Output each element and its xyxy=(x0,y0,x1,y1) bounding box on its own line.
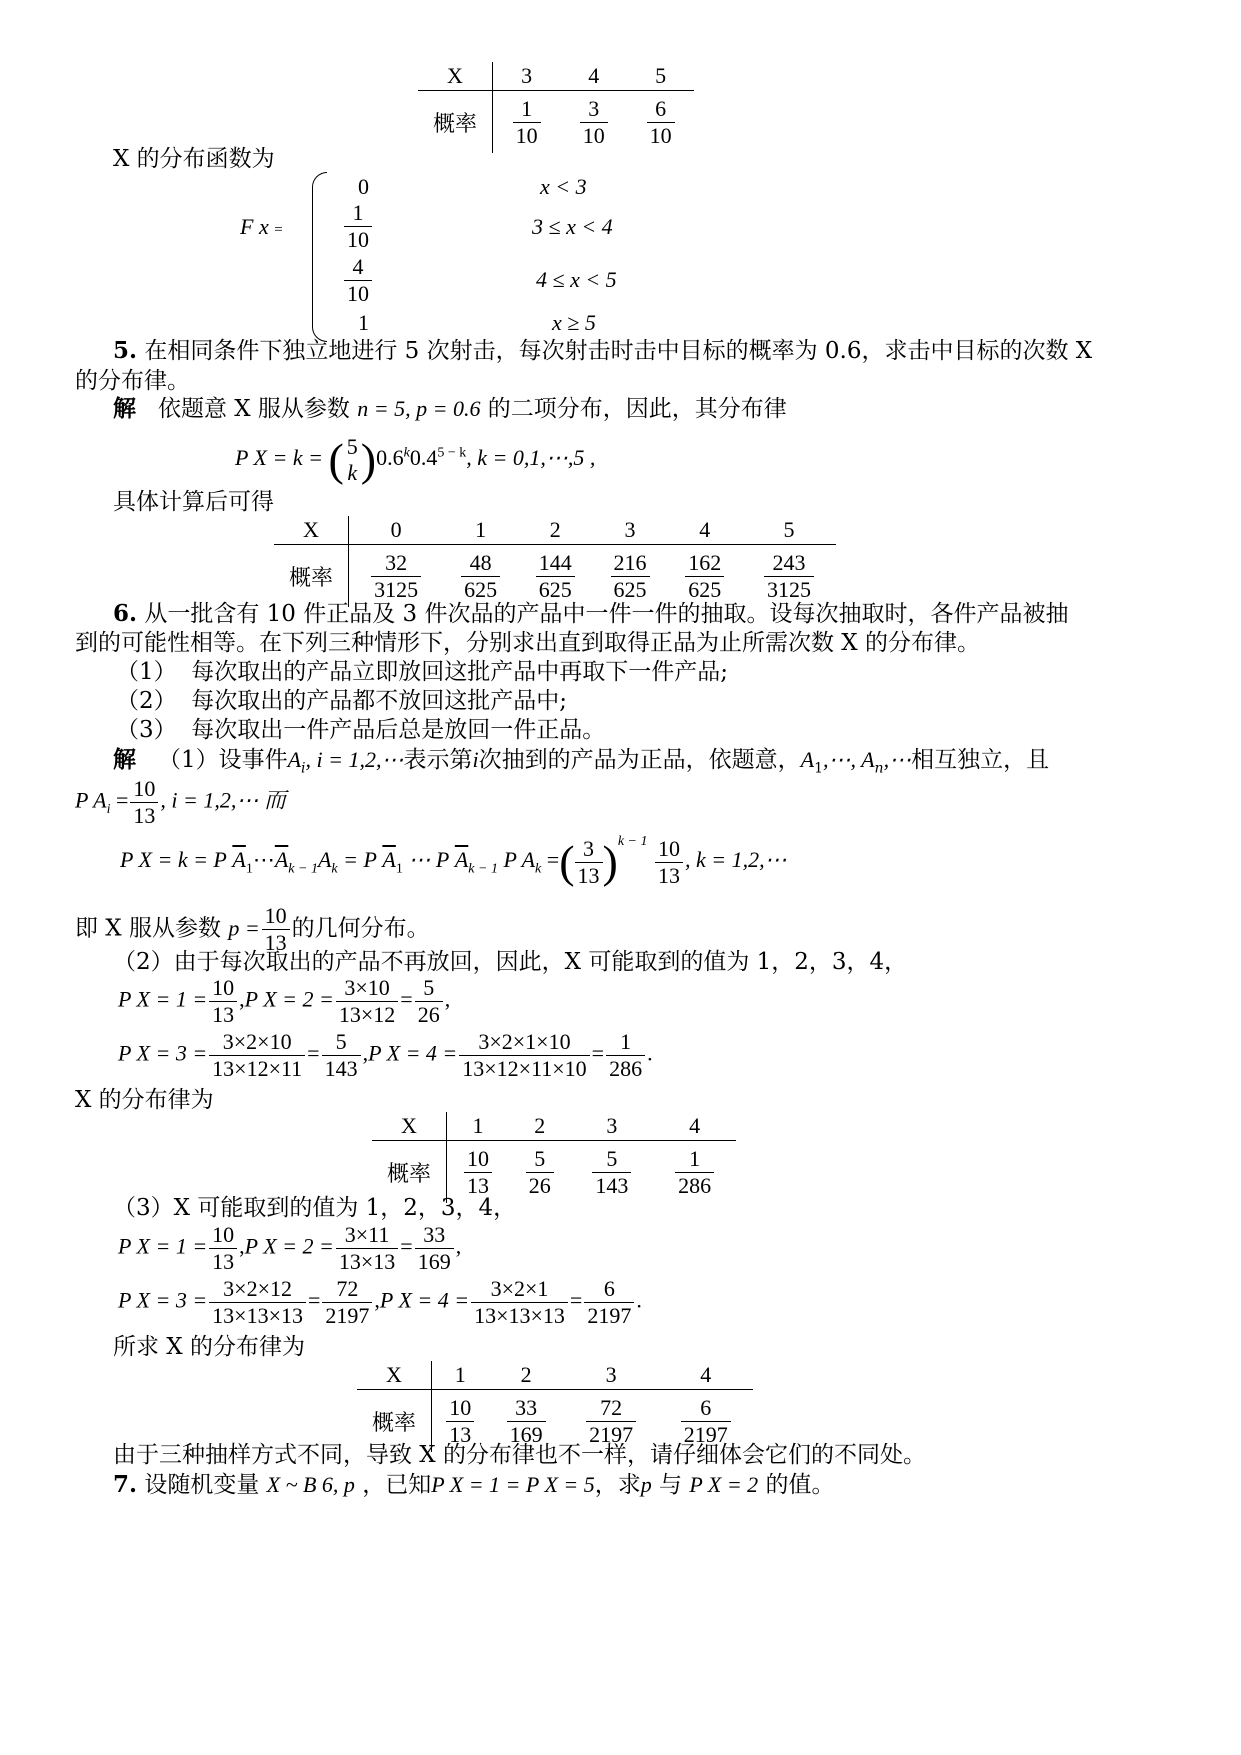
table-cell: X xyxy=(418,62,493,91)
table-header-row xyxy=(274,516,836,545)
table-cell: 1 xyxy=(443,516,518,545)
formula-s2-line2: P X = 3 = $\frac{3\times 2\times 10}{13\times 12\times 11}$ = $\frac{5}{143}$ ,P X = 4 = $\frac{3\times 2\times 1\times 10}{13\times 12\times 11\times 10}$ = $\frac{1}{286}$ . xyxy=(118,1029,653,1081)
table-cell: 4 xyxy=(653,1112,736,1141)
formula-geometric: P X = k = P $\overline{A}_1\cdots\overline{A}_{k - 1}A_k = P$ $\overline{A}_1$ ⋯ P $\overline{A}_{k - 1}$ P $A_k$ =( $\frac{3}{13}$ )$^{k - 1}$ $\frac{10}{13}$ , k = 1,2,⋯ xyxy=(120,834,787,888)
paragraph: （2）由于每次取出的产品不再放回，因此，X 可能取到的值为 1，2，3，4， xyxy=(113,949,908,975)
paragraph: X 的分布函数为 xyxy=(113,146,275,172)
table-cell: $\frac{33}{169}$ xyxy=(488,1390,563,1453)
list-item: （3） 每次取出一件产品后总是放回一件正品。 xyxy=(116,717,606,743)
question-7: 7. 设随机变量 X ~ B 6, p ，已知P X = 1 = P X = 5，求p 与 P X = 2 的值。 xyxy=(113,1471,835,1498)
table-cell: 概率 xyxy=(357,1390,432,1453)
distribution-table-3 xyxy=(372,1112,736,1203)
table-cell: 0 xyxy=(349,516,444,545)
table-cell: 3 xyxy=(571,1112,654,1141)
cdf-cond-3: x ≥ 5 xyxy=(552,310,596,335)
cdf-cond-1: 3 ≤ x < 4 xyxy=(532,214,613,239)
table-cell: $\frac{32}{3125}$ xyxy=(349,545,444,608)
table-cell: $\frac{72}{2197}$ xyxy=(564,1390,659,1453)
table-prob-row xyxy=(418,91,694,154)
table-cell: 3 xyxy=(564,1361,659,1390)
table-header-row xyxy=(372,1112,736,1141)
cdf-val-0: 0 xyxy=(358,174,369,199)
table-cell: $\frac{6}{10}$ xyxy=(627,91,694,154)
table-header-row xyxy=(418,62,694,91)
table-cell: $\frac{6}{2197}$ xyxy=(658,1390,753,1453)
question-5: 5. 在相同条件下独立地进行 5 次射击，每次射击时击中目标的概率为 0.6，求击中目标的次数 X xyxy=(113,337,1093,364)
solution-6: 解 （1）设事件$A_i$, i = 1,2,⋯表示第i次抽到的产品为正品，依题意，$A_1,\cdots$, $A_n,\cdots$相互独立，且 xyxy=(113,746,1050,777)
question-6: 6. 从一批含有 10 件正品及 3 件次品的产品中一件一件的抽取。设每次抽取时，各件产品被抽 xyxy=(113,600,1069,627)
paragraph: 到的可能性相等。在下列三种情形下，分别求出直到取得正品为止所需次数 X 的分布律。 xyxy=(75,630,980,656)
table-cell: 4 xyxy=(658,1361,753,1390)
table-cell: $\frac{1}{286}$ xyxy=(653,1141,736,1204)
paragraph: （3）X 可能取到的值为 1，2，3，4， xyxy=(113,1195,517,1221)
table-cell: X xyxy=(372,1112,447,1141)
distribution-table-2 xyxy=(274,516,836,607)
distribution-table-1 xyxy=(418,62,694,153)
table-cell: $\frac{10}{13}$ xyxy=(447,1141,510,1204)
paragraph: 由于三种抽样方式不同，导致 X 的分布律也不一样，请仔细体会它们的不同处。 xyxy=(113,1442,926,1468)
cdf-val-3: 1 xyxy=(358,310,369,335)
table-cell: 3 xyxy=(593,516,668,545)
cdf-cond-0: x < 3 xyxy=(540,174,587,199)
table-header-row xyxy=(357,1361,753,1390)
table-cell: $\frac{10}{13}$ xyxy=(432,1390,489,1453)
table-cell: 2 xyxy=(509,1112,571,1141)
table-cell: X xyxy=(357,1361,432,1390)
table-cell: 3 xyxy=(493,62,561,91)
distribution-table-4 xyxy=(357,1361,753,1452)
cdf-val-2: $\frac{4}{10}$ xyxy=(342,254,374,307)
list-item: （1） 每次取出的产品立即放回这批产品中再取下一件产品; xyxy=(116,659,729,685)
paragraph: X 的分布律为 xyxy=(75,1087,214,1113)
formula-pa: P $A_i$ = $\frac{10}{13}$ , i = 1,2,⋯ 而 xyxy=(75,776,286,828)
table-cell: $\frac{144}{625}$ xyxy=(518,545,593,608)
table-cell: 1 xyxy=(447,1112,510,1141)
solution-5: 解 依题意 X 服从参数 n = 5, p = 0.6 的二项分布，因此，其分布律 xyxy=(113,395,787,422)
table-cell: $\frac{5}{143}$ xyxy=(571,1141,654,1204)
table-cell: $\frac{3}{10}$ xyxy=(560,91,627,154)
table-cell: 2 xyxy=(488,1361,563,1390)
table-cell: 5 xyxy=(627,62,694,91)
table-cell: $\frac{243}{3125}$ xyxy=(742,545,836,608)
cdf-lhs: F x = xyxy=(240,214,283,239)
table-cell: 2 xyxy=(518,516,593,545)
table-cell: 1 xyxy=(432,1361,489,1390)
formula-s2-line1: P X = 1 = $\frac{10}{13}$ ,P X = 2 = $\frac{3\times 10}{13\times 12}$ = $\frac{5}{26}$ , xyxy=(118,975,451,1027)
table-prob-row xyxy=(274,545,836,608)
formula-s3-line1: P X = 1 = $\frac{10}{13}$ ,P X = 2 = $\frac{3\times 11}{13\times 13}$ = $\frac{33}{169}$ , xyxy=(118,1222,462,1274)
binomial-formula: P X = k = ( 5 k )$0.6^k0.4^{5 - k}$, k = 0,1,⋯,5 , xyxy=(235,434,596,485)
table-cell: 概率 xyxy=(274,545,349,608)
formula-s3-line2: P X = 3 = $\frac{3\times 2\times 12}{13\times 13\times 13}$ = $\frac{72}{2197}$ ,P X = 4 = $\frac{3\times 2\times 1}{13\times 13\times 13}$ = $\frac{6}{2197}$ . xyxy=(118,1276,642,1328)
table-cell: X xyxy=(274,516,349,545)
brace xyxy=(312,172,327,342)
table-cell: $\frac{48}{625}$ xyxy=(443,545,518,608)
table-cell: $\frac{162}{625}$ xyxy=(667,545,742,608)
paragraph: 具体计算后可得 xyxy=(113,489,274,515)
table-cell: 5 xyxy=(742,516,836,545)
table-cell: 概率 xyxy=(372,1141,447,1204)
paragraph: 的分布律。 xyxy=(75,368,190,394)
list-item: （2） 每次取出的产品都不放回这批产品中; xyxy=(116,688,568,714)
table-cell: $\frac{1}{10}$ xyxy=(493,91,561,154)
cdf-val-1: $\frac{1}{10}$ xyxy=(342,200,374,253)
table-cell: 4 xyxy=(560,62,627,91)
table-cell: $\frac{216}{625}$ xyxy=(593,545,668,608)
paragraph: 即 X 服从参数 p = $\frac{10}{13}$ 的几何分布。 xyxy=(75,903,430,955)
table-cell: 概率 xyxy=(418,91,493,154)
table-cell: 4 xyxy=(667,516,742,545)
cdf-cond-2: 4 ≤ x < 5 xyxy=(536,267,617,292)
table-cell: $\frac{5}{26}$ xyxy=(509,1141,571,1204)
paragraph: 所求 X 的分布律为 xyxy=(113,1334,305,1360)
table-prob-row xyxy=(372,1141,736,1204)
